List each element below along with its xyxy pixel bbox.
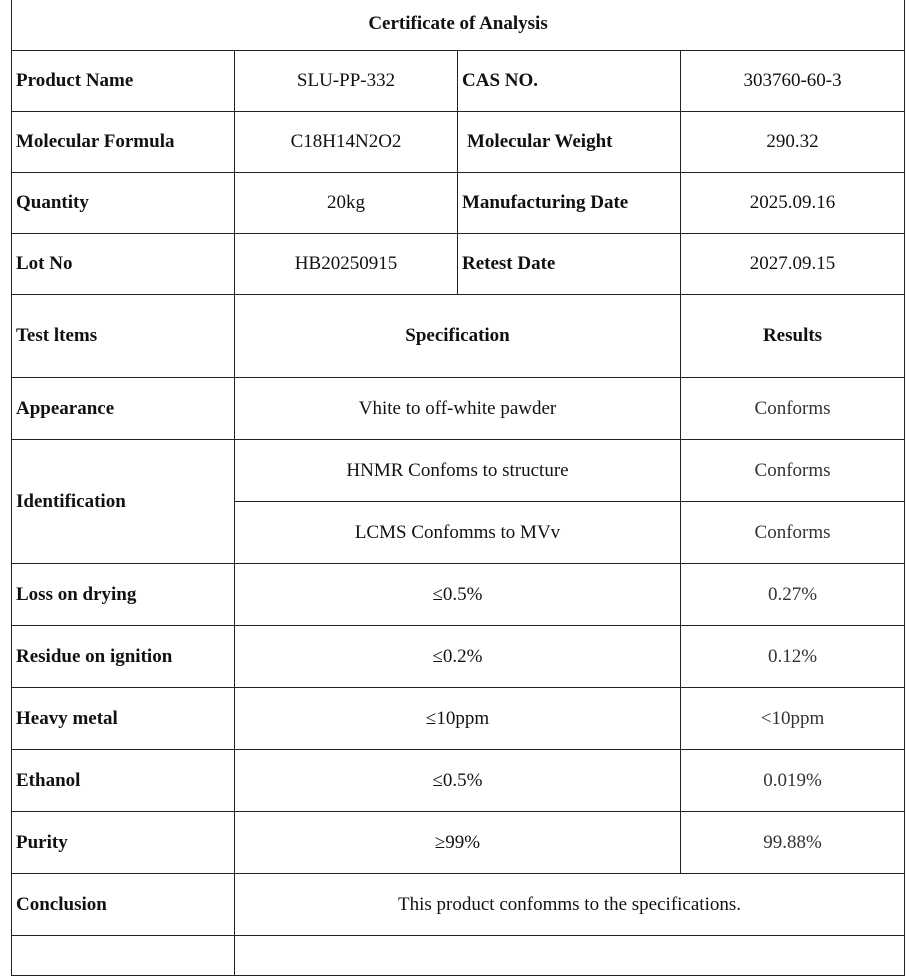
test-items-header: Test ltems: [12, 295, 235, 378]
test-spec: ≤10ppm: [235, 688, 681, 750]
product-name-label: Product Name: [12, 51, 235, 112]
trailing-cell-right: [235, 936, 905, 976]
specification-header: Specification: [235, 295, 681, 378]
document-title: Certificate of Analysis: [12, 0, 905, 51]
retest-label: Retest Date: [458, 234, 681, 295]
trailing-row: [12, 936, 905, 976]
test-label: Loss on drying: [12, 564, 235, 626]
mfg-date-label: Manufacturing Date: [458, 173, 681, 234]
cas-value: 303760-60-3: [681, 51, 905, 112]
test-header-row: [12, 295, 905, 378]
test-label: Purity: [12, 812, 235, 874]
lot-label: Lot No: [12, 234, 235, 295]
conclusion-text: This product confomms to the specifications.: [235, 874, 905, 936]
test-result: 0.019%: [681, 750, 905, 812]
info-row: [12, 173, 905, 234]
test-result: 0.27%: [681, 564, 905, 626]
test-row-purity: [12, 812, 905, 874]
test-row-loss-on-drying: [12, 564, 905, 626]
test-result: Conforms: [681, 502, 905, 564]
test-label: Appearance: [12, 378, 235, 440]
test-spec: HNMR Confoms to structure: [235, 440, 681, 502]
conclusion-label: Conclusion: [12, 874, 235, 936]
mfg-date-value: 2025.09.16: [681, 173, 905, 234]
test-row-heavy-metal: [12, 688, 905, 750]
info-row: [12, 234, 905, 295]
test-label: Ethanol: [12, 750, 235, 812]
cas-label: CAS NO.: [458, 51, 681, 112]
test-spec: ≤0.5%: [235, 564, 681, 626]
test-spec: ≤0.2%: [235, 626, 681, 688]
test-label: Identification: [12, 440, 235, 564]
certificate-table: [11, 0, 905, 976]
test-result: Conforms: [681, 440, 905, 502]
quantity-label: Quantity: [12, 173, 235, 234]
test-row-identification-hnmr: [12, 440, 905, 502]
test-spec: ≥99%: [235, 812, 681, 874]
weight-value: 290.32: [681, 112, 905, 173]
results-header: Results: [681, 295, 905, 378]
test-spec: Vhite to off-white pawder: [235, 378, 681, 440]
test-row-ethanol: [12, 750, 905, 812]
formula-value: C18H14N2O2: [235, 112, 458, 173]
trailing-cell-left: [12, 936, 235, 976]
retest-value: 2027.09.15: [681, 234, 905, 295]
product-name-value: SLU-PP-332: [235, 51, 458, 112]
test-result: 99.88%: [681, 812, 905, 874]
weight-label: Molecular Weight: [458, 112, 681, 173]
test-spec: LCMS Confomms to MVv: [235, 502, 681, 564]
test-label: Heavy metal: [12, 688, 235, 750]
formula-label: Molecular Formula: [12, 112, 235, 173]
test-result: 0.12%: [681, 626, 905, 688]
test-result: Conforms: [681, 378, 905, 440]
test-row-appearance: [12, 378, 905, 440]
info-row: [12, 112, 905, 173]
test-row-residue: [12, 626, 905, 688]
quantity-value: 20kg: [235, 173, 458, 234]
test-result: <10ppm: [681, 688, 905, 750]
test-label: Residue on ignition: [12, 626, 235, 688]
info-row: [12, 51, 905, 112]
lot-value: HB20250915: [235, 234, 458, 295]
conclusion-row: [12, 874, 905, 936]
test-spec: ≤0.5%: [235, 750, 681, 812]
